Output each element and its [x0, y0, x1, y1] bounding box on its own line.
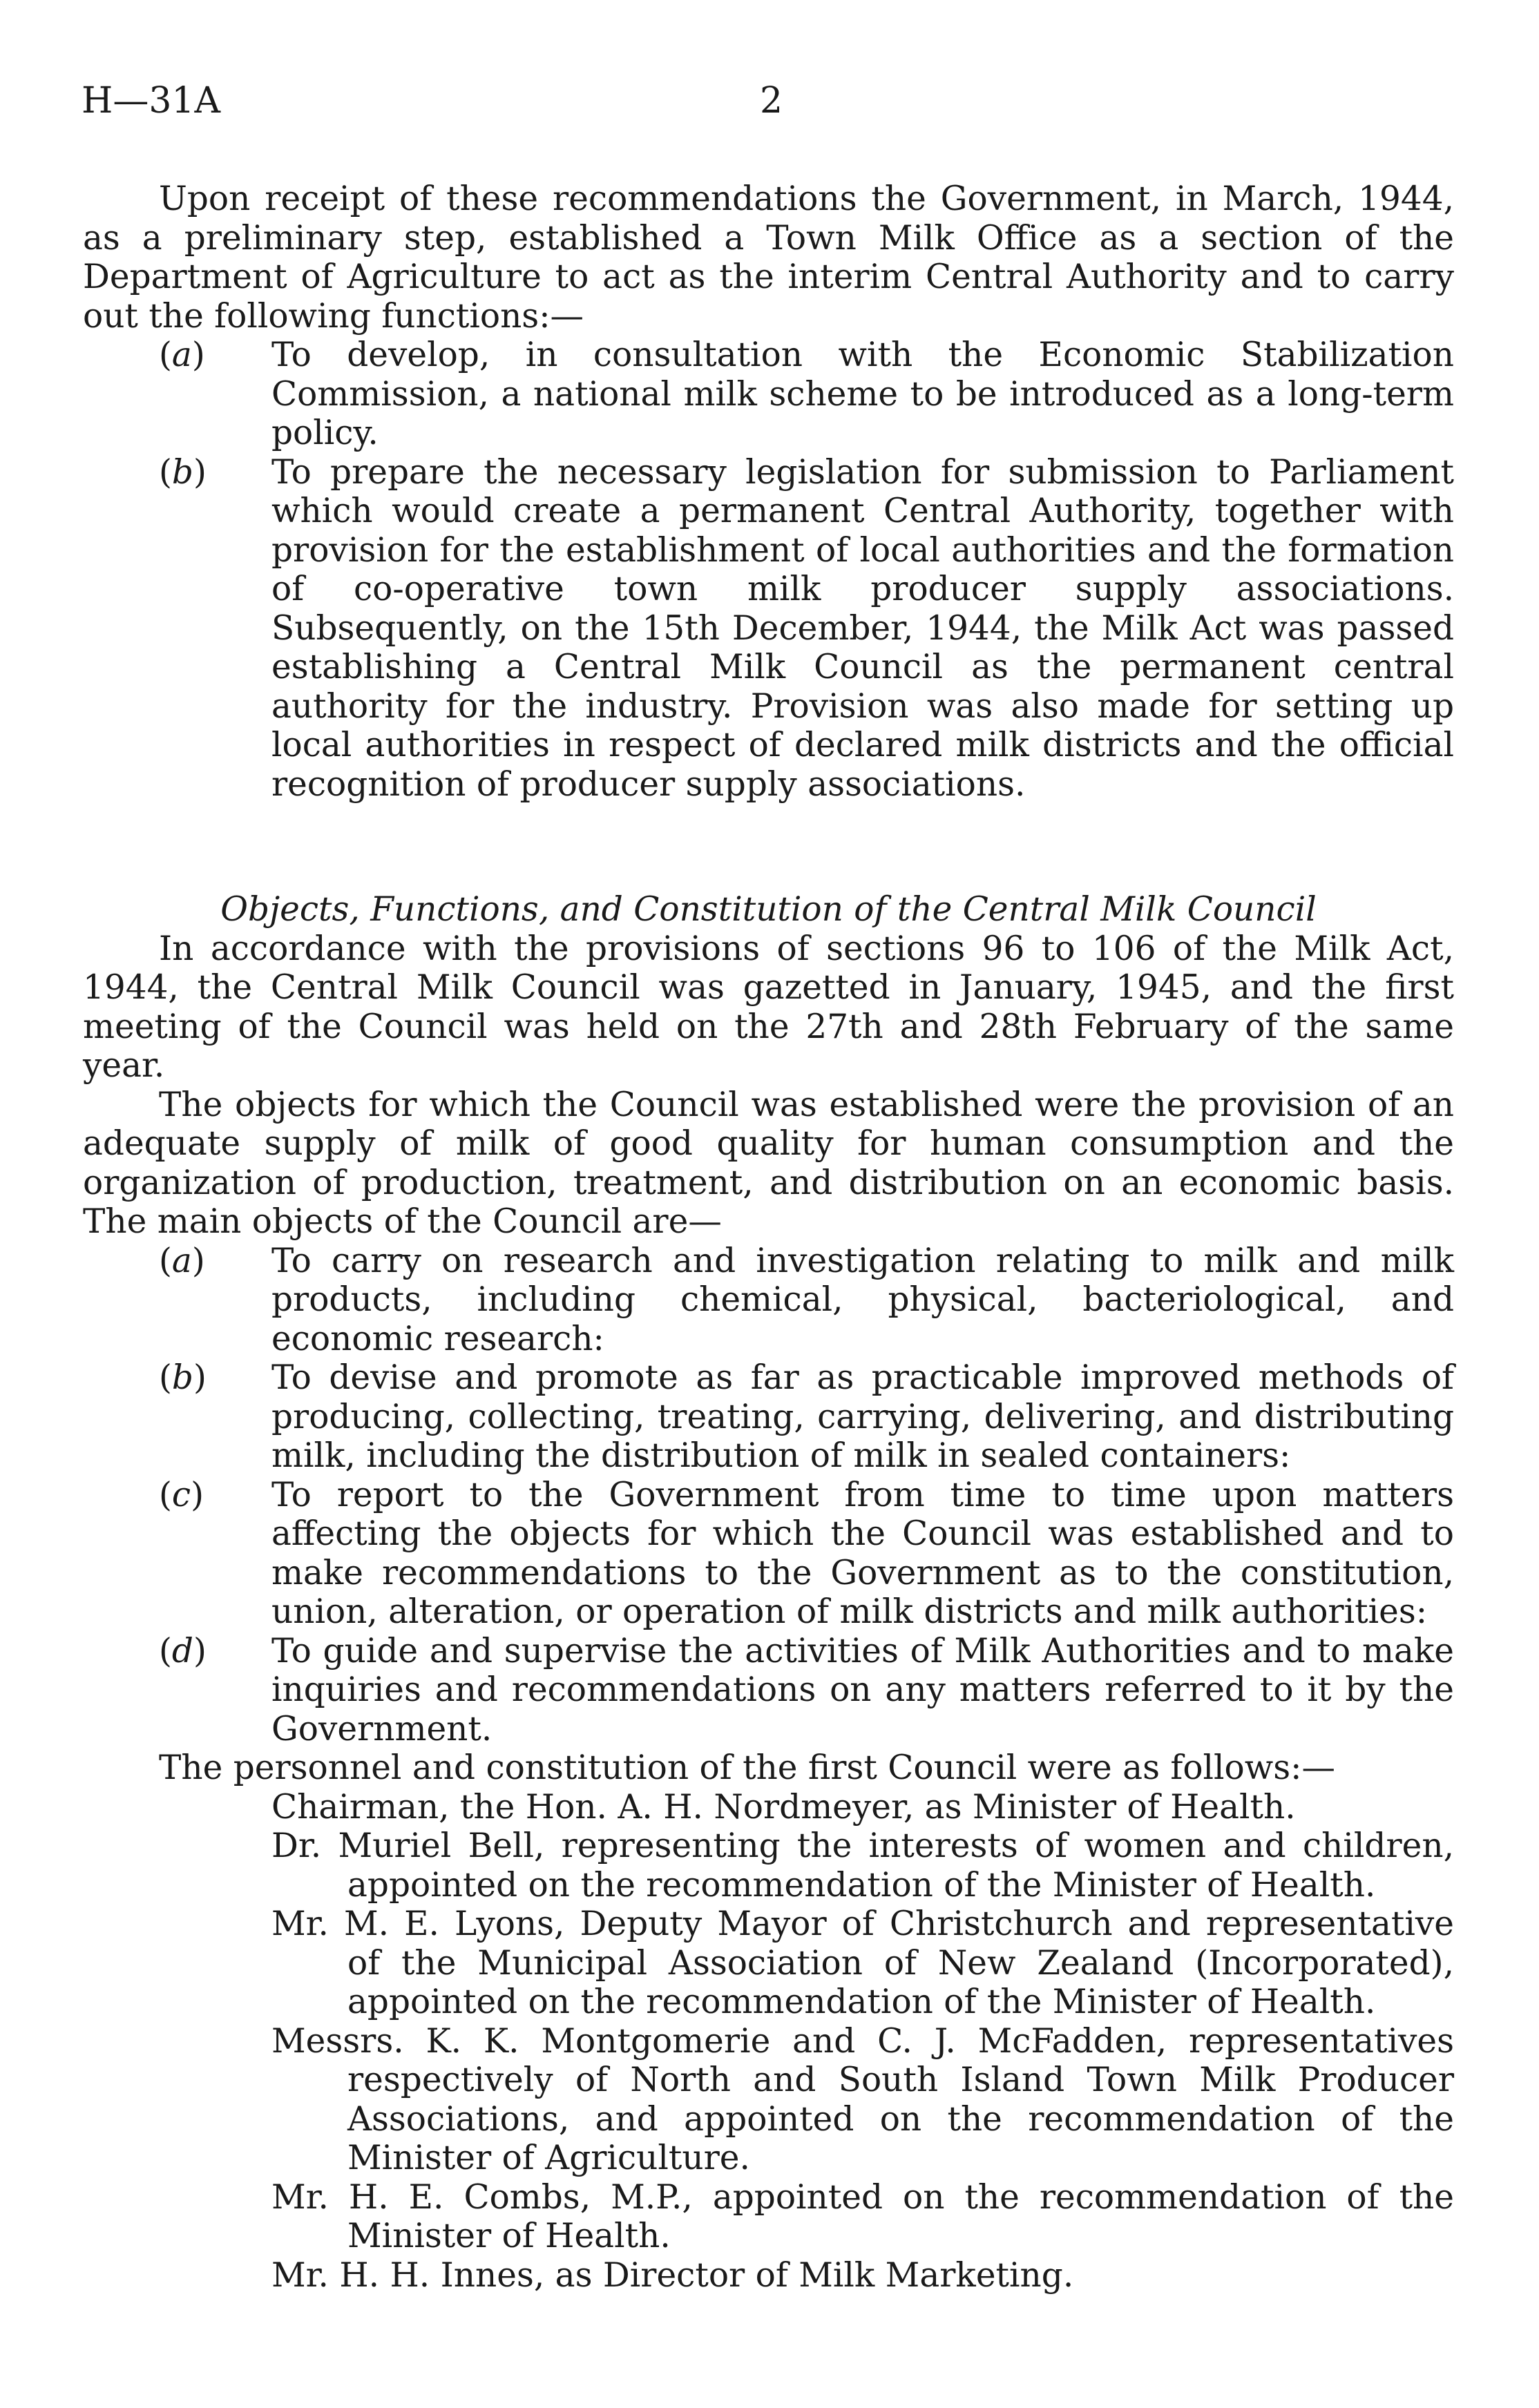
- list-item: [83, 1358, 1454, 1476]
- list-item: [83, 453, 1454, 805]
- item-text: To guide and supervise the activities of Milk Authorities and to make inquiries and recommendations on any matters referred to it by the Government.: [271, 1631, 1454, 1749]
- objects-list: [83, 1242, 1454, 1749]
- item-label: (c): [159, 1475, 204, 1514]
- item-label: (d): [159, 1631, 207, 1670]
- item-label: (b): [159, 1358, 207, 1397]
- personnel-entry: Mr. M. E. Lyons, Deputy Mayor of Christchurch and representative of the Municipal Association of New Zealand (Incorporated), appointed on the recommendation of the Minister of Health.: [271, 1905, 1454, 2021]
- list-item: [83, 336, 1454, 453]
- item-label: (b): [159, 452, 207, 492]
- page-header: [82, 81, 1463, 126]
- personnel-entry: Chairman, the Hon. A. H. Nordmeyer, as Minister of Health.: [271, 1787, 1296, 1827]
- personnel-entry: Mr. H. E. Combs, M.P., appointed on the recommendation of the Minister of Health.: [271, 2177, 1454, 2255]
- functions-list: [83, 336, 1454, 804]
- intro-paragraph: Upon receipt of these recommendations the Government, in March, 1944, as a preliminary step, established a Town Milk Office as a section of the Department of Agriculture to act as the interim Central Authority and to carry out the following functions:—: [83, 180, 1454, 336]
- section-heading: Objects, Functions, and Constitution of the Central Milk Council: [220, 890, 1317, 929]
- personnel-list: [83, 1788, 1454, 2295]
- item-text: To develop, in consultation with the Economic Stabilization Commission, a national milk scheme to be introduced as a long-term policy.: [271, 336, 1454, 452]
- section-paragraph: The objects for which the Council was established were the provision of an adequate supply of milk of good quality for human consumption and the organization of production, treatment, and distribution on an economic basis. The main objects of the Council are—: [83, 1085, 1454, 1241]
- item-label: (a): [159, 1241, 205, 1280]
- personnel-entry: Mr. H. H. Innes, as Director of Milk Marketing.: [271, 2255, 1074, 2295]
- item-text: To prepare the necessary legislation for submission to Parliament which would create a permanent Central Authority, together with provision for the establishment of local authorities and the formation of co-operative town milk producer supply associations. Subsequently, on the 15th December, 1944, the Milk Act was passed establishing a Central Milk Council as the permanent central authority for the industry. Provision was also made for setting up local authorities in respect of declared milk districts and the official recognition of producer supply associations.: [271, 452, 1454, 804]
- document-code: H—31A: [82, 80, 221, 122]
- list-item: [83, 1476, 1454, 1632]
- item-text: To carry on research and investigation relating to milk and milk products, including chemical, physical, bacteriological, and economic research:: [271, 1241, 1454, 1358]
- personnel-intro: The personnel and constitution of the first Council were as follows:—: [159, 1749, 1335, 1787]
- item-text: To report to the Government from time to time upon matters affecting the objects for which the Council was established and to make recommendations to the Government as to the constitution, union, alteration, or operation of milk districts and milk authorities:: [271, 1475, 1454, 1631]
- personnel-entry: Dr. Muriel Bell, representing the interests of women and children, appointed on the recommendation of the Minister of Health.: [271, 1827, 1454, 1905]
- section-paragraph: In accordance with the provisions of sections 96 to 106 of the Milk Act, 1944, the Central Milk Council was gazetted in January, 1945, and the first meeting of the Council was held on the 27th and 28th February of the same year.: [83, 929, 1454, 1085]
- list-item: [83, 1632, 1454, 1749]
- document-body: [83, 180, 1454, 2295]
- item-text: To devise and promote as far as practicable improved methods of producing, collecting, treating, carrying, delivering, and distributing milk, including the distribution of milk in sealed containers:: [271, 1358, 1454, 1475]
- list-item: [83, 1242, 1454, 1359]
- page-number: 2: [760, 80, 783, 122]
- personnel-entry: Messrs. K. K. Montgomerie and C. J. McFadden, representatives respectively of North and South Island Town Milk Producer Associations, and appointed on the recommendation of the Minister of Agriculture.: [271, 2021, 1454, 2177]
- item-label: (a): [159, 336, 205, 374]
